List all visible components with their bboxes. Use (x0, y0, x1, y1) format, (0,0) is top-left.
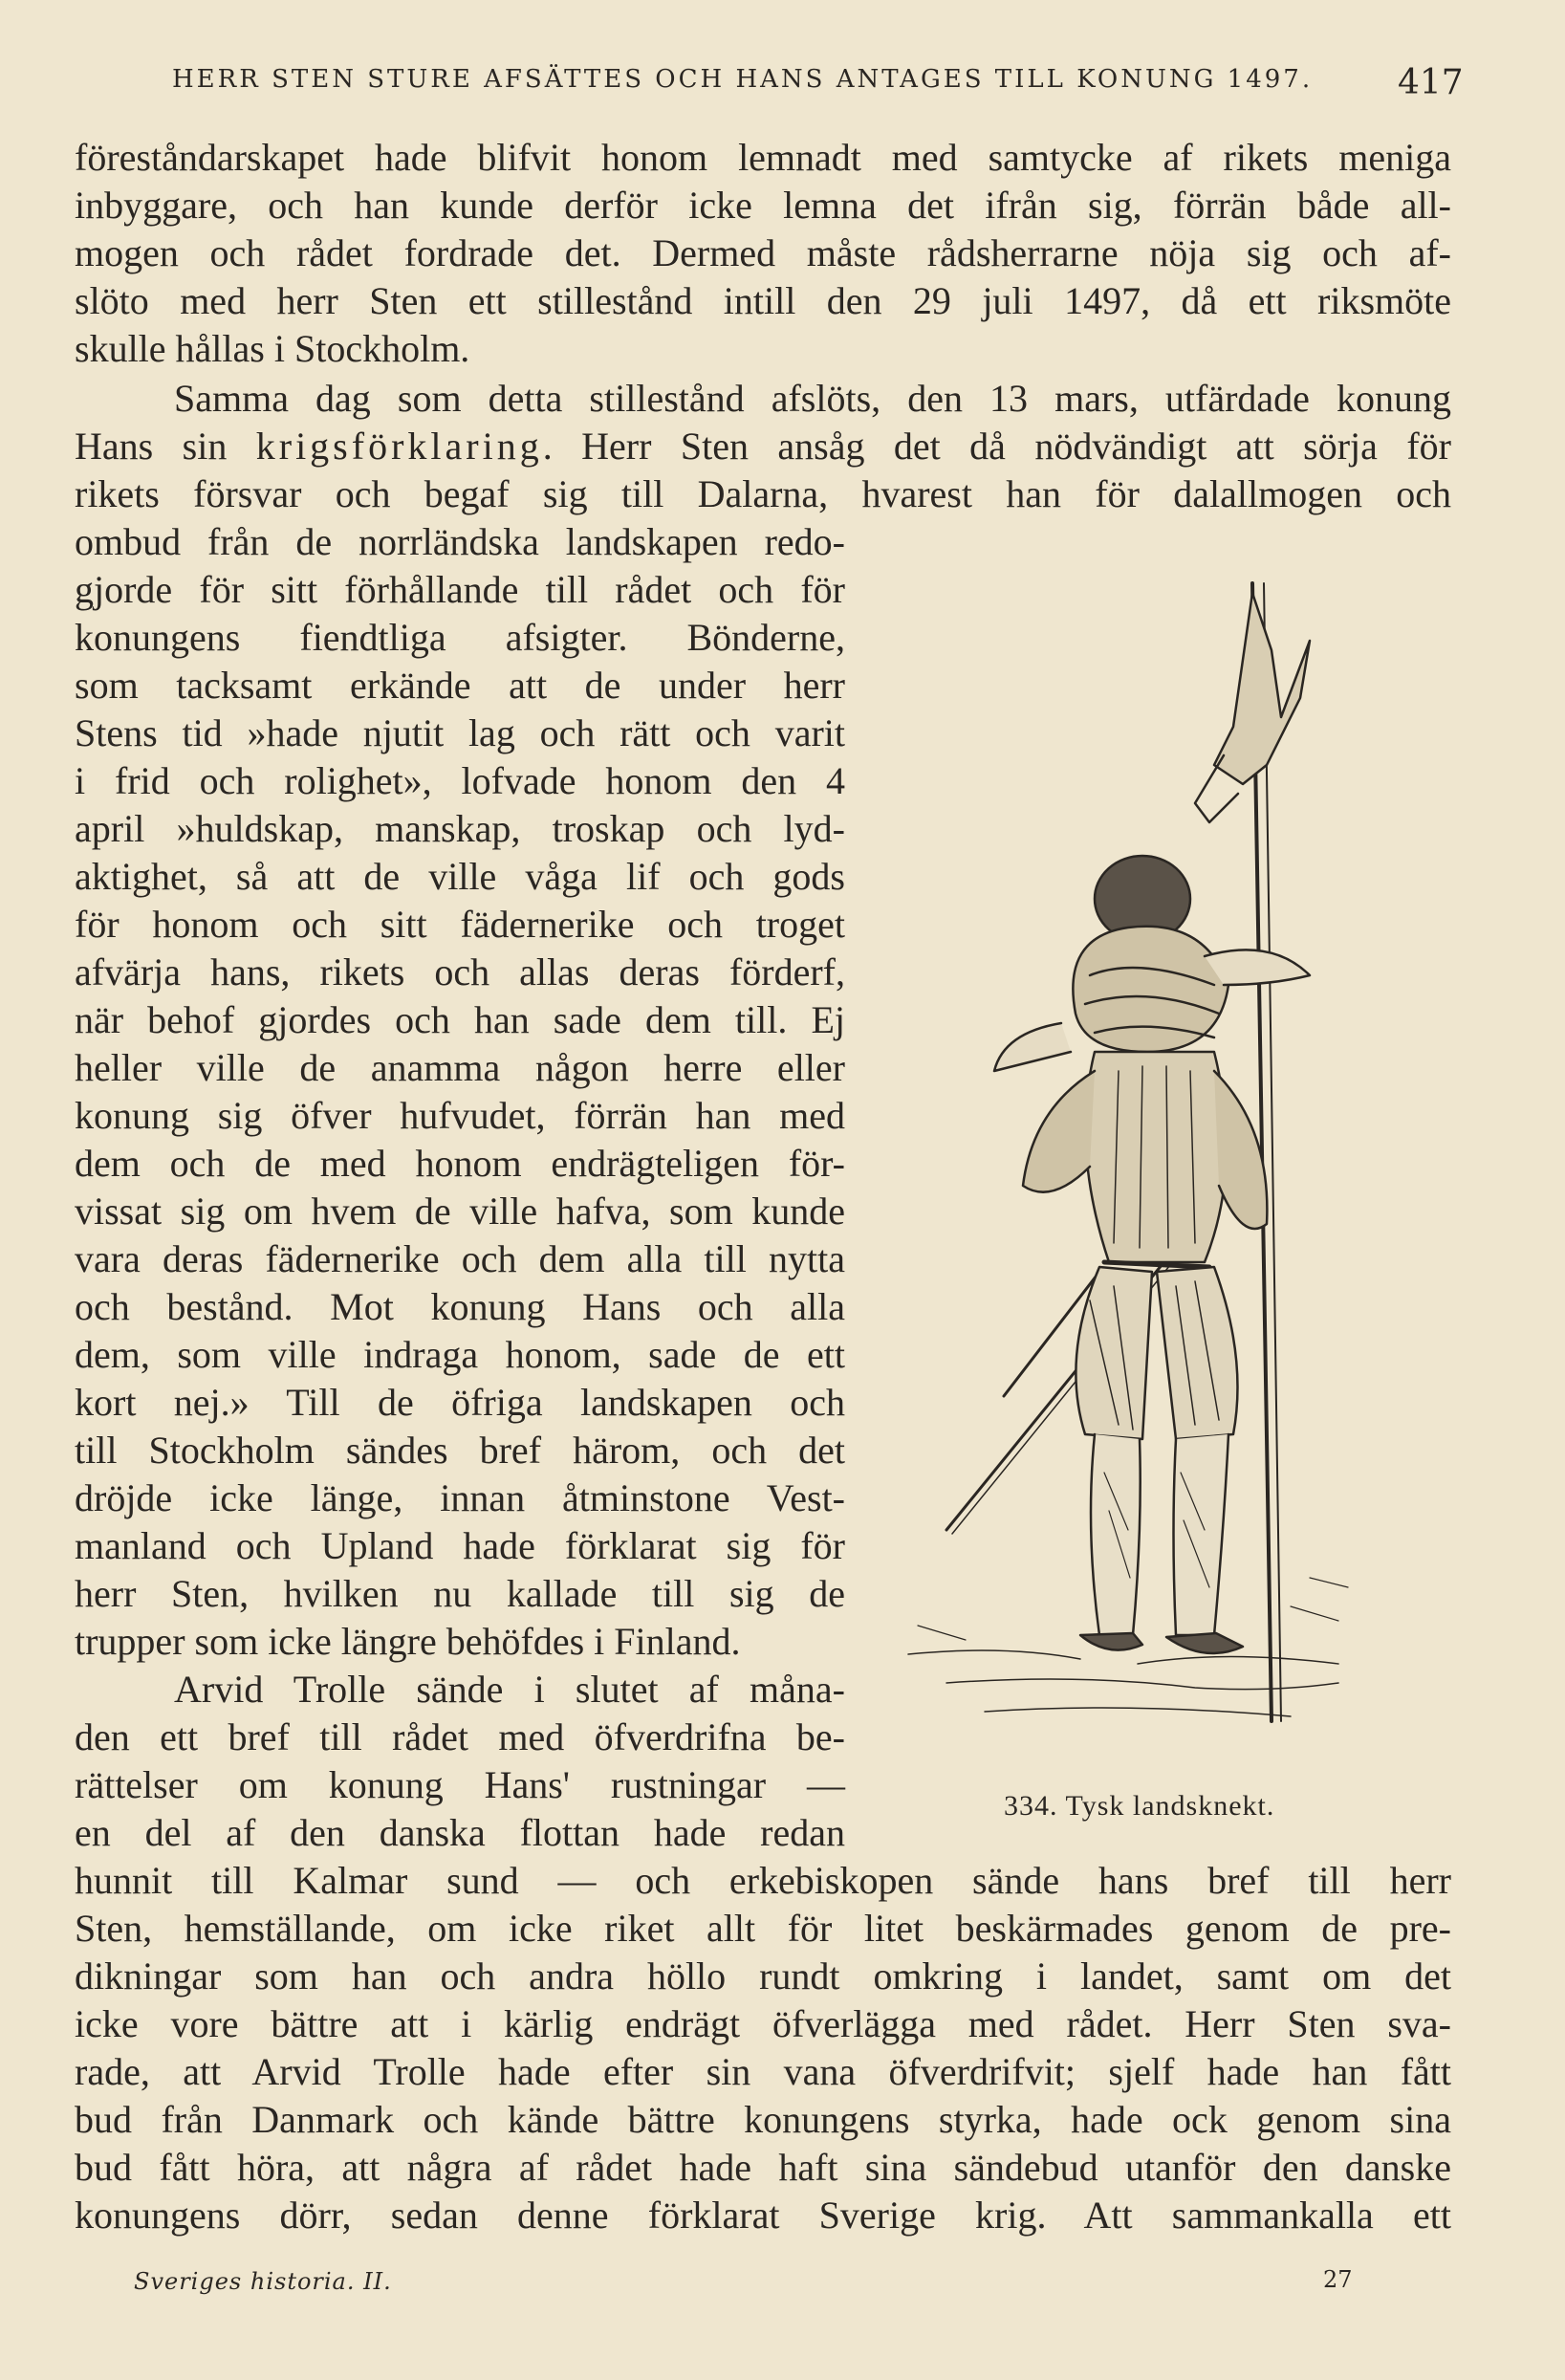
figure-caption: 334. Tysk landsknekt. (1004, 1790, 1275, 1822)
text-line: bud från Danmark och kände bättre konungens styrka, hade ock genom sina (75, 2098, 1451, 2141)
text-line: konungens fiendtliga afsigter. Bönderne, (75, 616, 845, 659)
text-line: icke vore bättre att i kärlig endrägt öfverlägga med rådet. Herr Sten sva- (75, 2002, 1451, 2045)
text-line: konung sig öfver hufvudet, förrän han med (75, 1094, 845, 1137)
text-line: dikningar som han och andra höllo rundt omkring i landet, samt om det (75, 1954, 1451, 1998)
text-line: heller ville de anamma någon herre eller (75, 1046, 845, 1089)
text-line: dem och de med honom endrägteligen för- (75, 1142, 845, 1185)
text-line: som tacksamt erkände att de under herr (75, 664, 845, 707)
text-line: april »huldskap, manskap, troskap och lyd- (75, 807, 845, 850)
text-line: när behof gjordes och han sade dem till. Ej (75, 998, 845, 1041)
text-line: manland och Upland hade förklarat sig för (75, 1524, 845, 1567)
text-line: gjorde för sitt förhållande till rådet och för (75, 568, 845, 611)
text-line: hunnit till Kalmar sund — och erkebiskopen sände hans bref till herr (75, 1859, 1451, 1902)
page-number: 417 (1398, 63, 1464, 102)
text-line: den ett bref till rådet med öfverdrifna be- (75, 1715, 845, 1758)
footer-signature: Sveriges historia. II. (134, 2268, 392, 2295)
text-line: en del af den danska flottan hade redan (75, 1811, 845, 1854)
text-line: Samma dag som detta stillestånd afslöts, den 13 mars, utfärdade konung (174, 377, 1451, 420)
text-line: ombud från de norrländska landskapen redo- (75, 520, 845, 563)
text-line: rade, att Arvid Trolle hade efter sin vana öfverdrifvit; sjelf hade han fått (75, 2050, 1451, 2093)
text-line: vissat sig om hvem de ville hafva, som kunde (75, 1190, 845, 1233)
text-line: slöto med herr Sten ett stillestånd intill den 29 juli 1497, då ett riksmöte (75, 279, 1451, 322)
footer-sheet-number: 27 (1323, 2266, 1353, 2293)
text-span: . Herr Sten ansåg det då nödvändigt att sörja för (542, 425, 1451, 468)
text-line-emphasis (75, 425, 1451, 469)
text-line: rättelser om konung Hans' rustningar — (75, 1763, 845, 1806)
text-line: kort nej.» Till de öfriga landskapen och (75, 1381, 845, 1424)
text-line: herr Sten, hvilken nu kallade till sig de (75, 1572, 845, 1615)
text-span: Hans sin (75, 425, 256, 468)
text-line: till Stockholm sändes bref härom, och det (75, 1429, 845, 1472)
text-line: föreståndarskapet hade blifvit honom lemnadt med samtycke af rikets meniga (75, 136, 1451, 179)
text-line: trupper som icke längre behöfdes i Finland. (75, 1620, 741, 1663)
text-line: aktighet, så att de ville våga lif och gods (75, 855, 845, 898)
text-line: konungens dörr, sedan denne förklarat Sverige krig. Att sammankalla ett (75, 2194, 1451, 2237)
text-line: Stens tid »hade njutit lag och rätt och varit (75, 711, 845, 754)
text-line: och bestånd. Mot konung Hans och alla (75, 1285, 845, 1328)
text-line: för honom och sitt fädernerike och troget (75, 903, 845, 946)
text-line: rikets försvar och begaf sig till Dalarna, hvarest han för dalallmogen och (75, 472, 1451, 515)
text-line: dröjde icke länge, innan åtminstone Vest- (75, 1476, 845, 1519)
text-line: bud fått höra, att några af rådet hade haft sina sändebud utanför den danske (75, 2146, 1451, 2189)
text-line: Arvid Trolle sände i slutet af måna- (174, 1668, 845, 1711)
text-line: inbyggare, och han kunde derför icke lemna det ifrån sig, förrän både all- (75, 184, 1451, 227)
text-line: vara deras fädernerike och dem alla till nytta (75, 1237, 845, 1280)
text-line: mogen och rådet fordrade det. Dermed måste rådsherrarne nöja sig och af- (75, 231, 1451, 274)
running-header: HERR STEN STURE AFSÄTTES OCH HANS ANTAGES TILL KONUNG 1497. (172, 65, 1314, 94)
text-line: Sten, hemställande, om icke riket allt för litet beskärmades genom de pre- (75, 1907, 1451, 1950)
text-line: i frid och rolighet», lofvade honom den 4 (75, 759, 845, 802)
text-line: afvärja hans, rikets och allas deras förderf, (75, 950, 845, 993)
spaced-emphasis: krigsförklaring (255, 425, 543, 468)
text-line: skulle hållas i Stockholm. (75, 327, 470, 370)
landsknecht-illustration (889, 574, 1367, 1759)
text-line: dem, som ville indraga honom, sade de ett (75, 1333, 845, 1376)
